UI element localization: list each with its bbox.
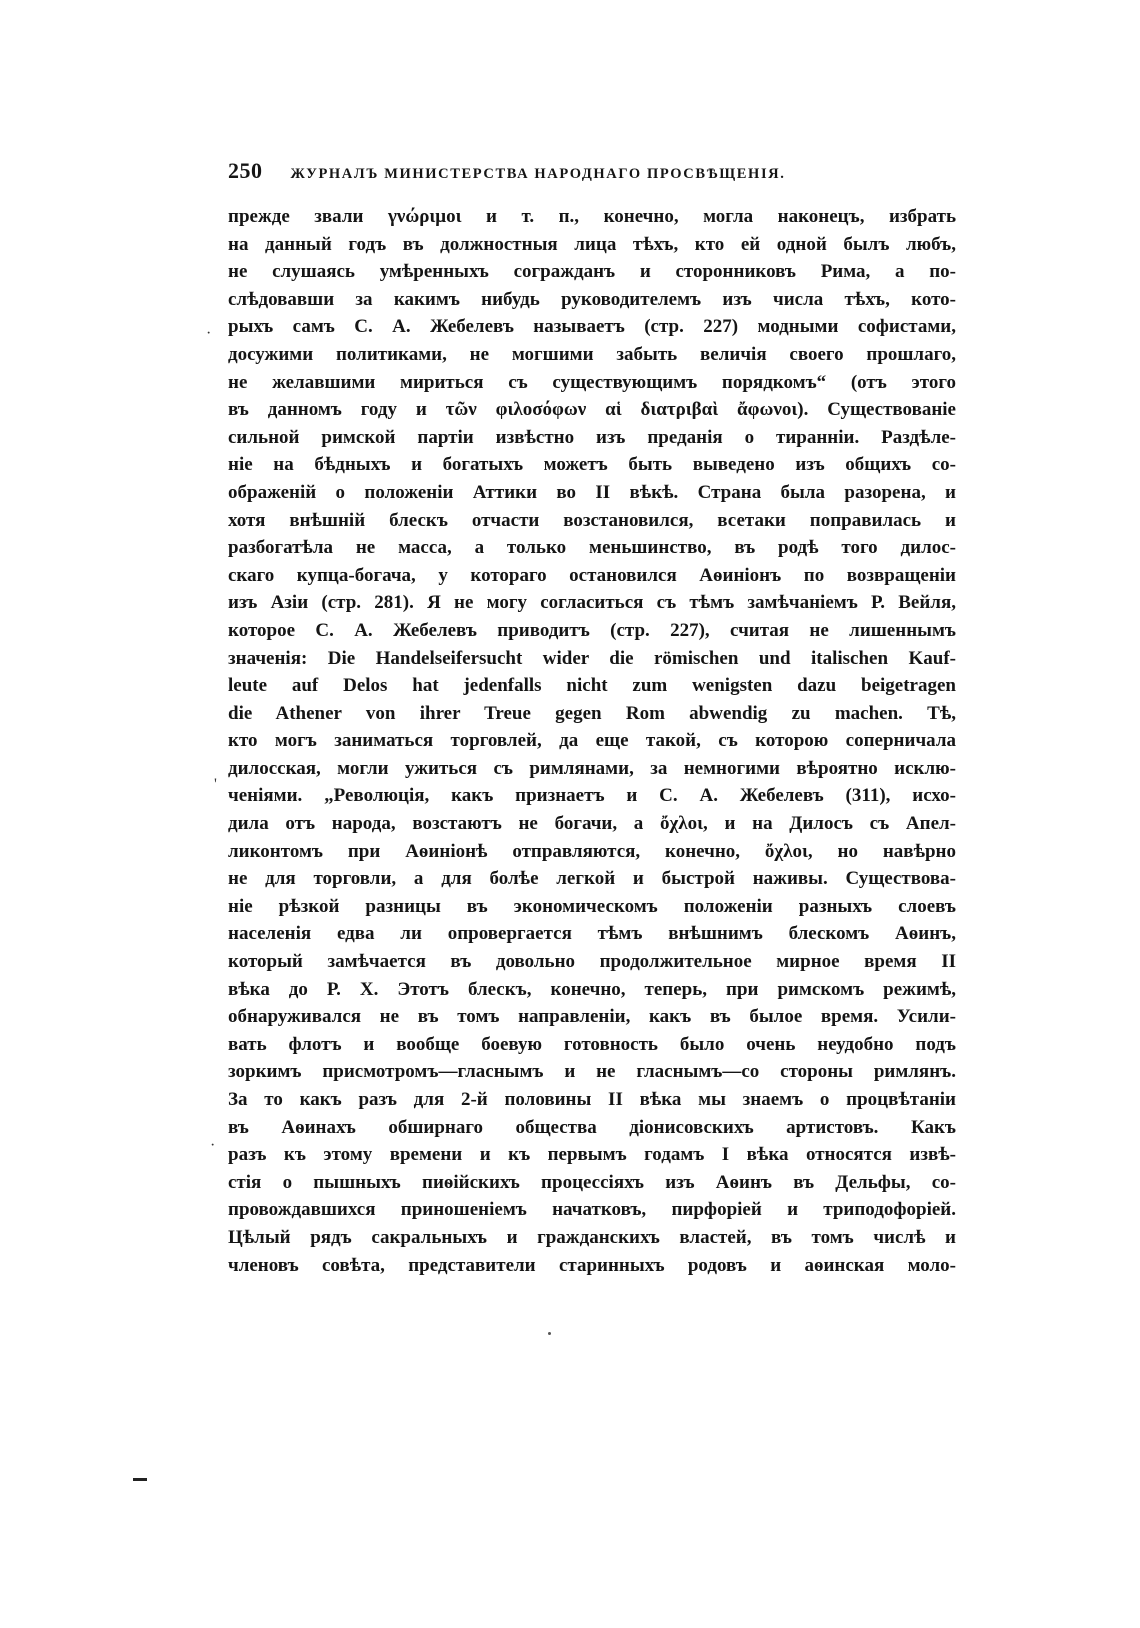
text-line: leute auf Delos hat jedenfalls nicht zum wenigsten dazu beigetragen: [228, 675, 956, 697]
text-line: членовъ совѣта, представители старинныхъ родовъ и аѳинская моло-: [228, 1254, 956, 1276]
text-line: населенія едва ли опровергается тѣмъ внѣшнимъ блескомъ Аѳинъ,: [228, 923, 956, 945]
text-line: которое С. А. Жебелевъ приводитъ (стр. 227), считая не лишеннымъ: [228, 619, 956, 641]
text-line: значенія: Die Handelseifersucht wider die römischen und italischen Kauf-: [228, 647, 956, 669]
text-line: сильной римской партіи извѣстно изъ преданія о тиранніи. Раздѣле-: [228, 426, 956, 448]
text-line: въ Аѳинахъ обширнаго общества діонисовскихъ артистовъ. Какъ: [228, 1116, 956, 1138]
text-line: вѣка до Р. Х. Этотъ блескъ, конечно, теперь, при римскомъ режимѣ,: [228, 978, 956, 1000]
stray-dash: [133, 1478, 147, 1481]
journal-title: ЖУРНАЛЪ МИНИСТЕРСТВА НАРОДНАГО ПРОСВѢЩЕНІЯ.: [290, 166, 786, 182]
text-line: хотя внѣшній блескъ отчасти возстановился, всетаки поправилась и: [228, 509, 956, 531]
text-line: изъ Азіи (стр. 281). Я не могу согласиться съ тѣмъ замѣчаніемъ Р. Вейля,: [228, 592, 956, 614]
text-line: не желавшими мириться съ существующимъ порядкомъ“ (отъ этого: [228, 371, 956, 393]
text-line: За то какъ разъ для 2-й половины II вѣка мы знаемъ о процвѣтаніи: [228, 1089, 956, 1110]
text-line: разбогатѣла не масса, а только меньшинство, въ родѣ того дилос-: [228, 537, 956, 559]
text-line: вать флотъ и вообще боевую готовность было очень неудобно подъ: [228, 1033, 956, 1055]
text-line: ченіями. „Революція, какъ признаетъ и С. А. Жебелевъ (311), исхо-: [228, 785, 956, 807]
text-line: ніе рѣзкой разницы въ экономическомъ положеніи разныхъ слоевъ: [228, 895, 956, 917]
text-line: не для торговли, а для болѣе легкой и быстрой наживы. Существова-: [228, 868, 956, 890]
text-line: стія о пышныхъ пиѳійскихъ процессіяхъ изъ Аѳинъ въ Дельфы, со-: [228, 1171, 956, 1193]
text-line: ликонтомъ при Аѳиніонѣ отправляются, конечно, ὄχλοι, но навѣрно: [228, 840, 956, 862]
text-line: на данный годъ въ должностныя лица тѣхъ, кто ей одной былъ любъ,: [228, 233, 956, 255]
text-line: въ данномъ году и τῶν φιλοσόφων αἱ διατριβαὶ ἄφωνοι). Существованіе: [228, 399, 956, 421]
body-text: [228, 203, 956, 1279]
text-line: обнаруживался не въ томъ направленіи, какъ въ былое время. Усили-: [228, 1006, 956, 1028]
text-line: слѣдовавши за какимъ нибудь руководителемъ изъ числа тѣхъ, кото-: [228, 288, 956, 310]
text-line: рыхъ самъ С. А. Жебелевъ называетъ (стр. 227) модными софистами,: [228, 316, 956, 338]
text-line: дила отъ народа, возстаютъ не богачи, а ὄχλοι, и на Дилосъ съ Апел-: [228, 813, 956, 835]
text-line: провождавшихся приношеніемъ начатковъ, пирфоріей и триподофоріей.: [228, 1199, 956, 1221]
text-line: ображеній о положеніи Аттики во II вѣкѣ. Страна была разорена, и: [228, 481, 956, 503]
text-line: который замѣчается въ довольно продолжительное мирное время II: [228, 951, 956, 973]
running-head: [228, 158, 878, 190]
page-number: 250: [228, 158, 263, 183]
text-line: прежде звали γνώριμοι и т. п., конечно, могла наконецъ, избрать: [228, 206, 956, 227]
margin-mark: ·: [210, 1137, 216, 1154]
text-line: дилосская, могли ужиться съ римлянами, за немногими вѣроятно исклю-: [228, 757, 956, 779]
text-line: die Athener von ihrer Treue gegen Rom abwendig zu machen. Тѣ,: [228, 702, 956, 724]
text-line: разъ къ этому времени и къ первымъ годамъ I вѣка относятся извѣ-: [228, 1144, 956, 1166]
stray-dot: [548, 1332, 551, 1335]
text-line: досужими политиками, не могшими забыть величія своего прошлаго,: [228, 343, 956, 365]
text-line: зоркимъ присмотромъ—гласнымъ и не гласнымъ—со стороны римлянъ.: [228, 1061, 956, 1083]
text-line: Цѣлый рядъ сакральныхъ и гражданскихъ властей, въ томъ числѣ и: [228, 1226, 956, 1248]
margin-mark: ': [214, 776, 217, 793]
text-line: кто могъ заниматься торговлей, да еще такой, съ которою соперничала: [228, 730, 956, 752]
text-line: ніе на бѣдныхъ и богатыхъ можетъ быть выведено изъ общихъ со-: [228, 454, 956, 476]
margin-mark: ·: [206, 325, 212, 342]
text-line: скаго купца-богача, у котораго остановился Аѳиніонъ по возвращеніи: [228, 564, 956, 586]
text-line: не слушаясь умѣренныхъ согражданъ и сторонниковъ Рима, а по-: [228, 261, 956, 283]
